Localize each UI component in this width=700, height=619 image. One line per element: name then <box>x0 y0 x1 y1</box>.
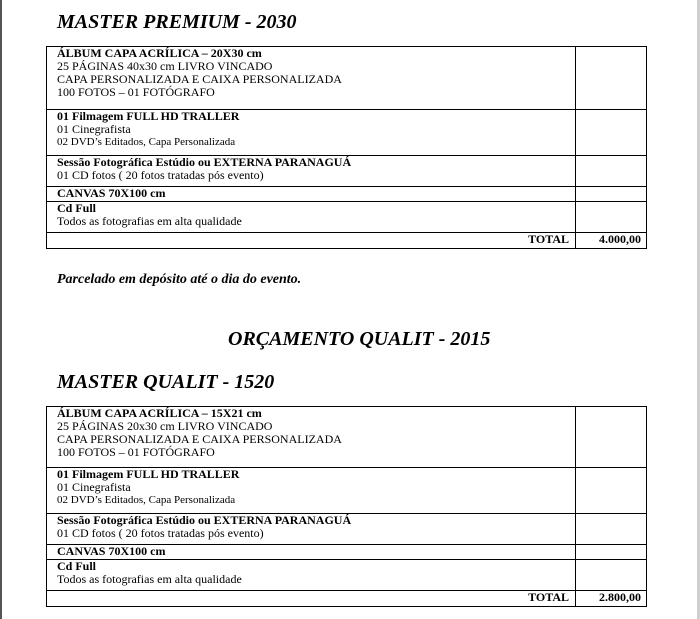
item-line: 01 CD fotos ( 20 fotos tratadas pós evento) <box>57 168 264 182</box>
item-line: Todos as fotografias em alta qualidade <box>57 214 242 228</box>
total-label: TOTAL <box>47 591 576 607</box>
item-line: 25 PÁGINAS 40x30 cm LIVRO VINCADO <box>57 59 273 73</box>
item-title: Cd Full <box>57 201 97 215</box>
item-line: 01 CD fotos ( 20 fotos tratadas pós evento) <box>57 526 264 540</box>
total-label: TOTAL <box>47 233 576 249</box>
item-line: 01 Cinegrafista <box>57 480 131 494</box>
premium-table <box>46 46 647 249</box>
item-title: ÁLBUM CAPA ACRÍLICA – 15X21 cm <box>57 406 262 420</box>
payment-note: Parcelado em depósito até o dia do evento. <box>57 272 302 287</box>
value-cell <box>576 202 647 233</box>
total-value: 2.800,00 <box>576 591 647 607</box>
item-title: 01 Filmagem FULL HD TRALLER <box>57 467 240 481</box>
item-line: 02 DVD’s Editados, Capa Personalizada <box>57 494 236 506</box>
table-row <box>47 468 647 514</box>
item-cell <box>47 514 576 545</box>
table-row <box>47 407 647 468</box>
item-cell <box>47 407 576 468</box>
item-line: 02 DVD’s Editados, Capa Personalizada <box>57 136 236 148</box>
item-title: Cd Full <box>57 559 97 573</box>
item-title: ÁLBUM CAPA ACRÍLICA – 20X30 cm <box>57 46 262 60</box>
item-title: 01 Filmagem FULL HD TRALLER <box>57 109 240 123</box>
value-cell <box>576 468 647 514</box>
item-title: CANVAS 70X100 cm <box>57 186 166 200</box>
total-row <box>47 591 647 607</box>
value-cell <box>576 407 647 468</box>
value-cell <box>576 156 647 187</box>
total-row <box>47 233 647 249</box>
item-line: Todos as fotografias em alta qualidade <box>57 572 242 586</box>
table-row <box>47 514 647 545</box>
item-title: CANVAS 70X100 cm <box>57 544 166 558</box>
value-cell <box>576 560 647 591</box>
item-title: Sessão Fotográfica Estúdio ou EXTERNA PARANAGUÁ <box>57 155 352 169</box>
item-cell <box>47 187 576 202</box>
item-cell <box>47 468 576 514</box>
value-cell <box>576 187 647 202</box>
table-row <box>47 47 647 110</box>
qualit-table <box>46 406 647 607</box>
value-cell <box>576 545 647 560</box>
total-value: 4.000,00 <box>576 233 647 249</box>
table-row <box>47 110 647 156</box>
item-cell <box>47 545 576 560</box>
page-left-edge <box>0 0 2 619</box>
value-cell <box>576 47 647 110</box>
item-title: Sessão Fotográfica Estúdio ou EXTERNA PARANAGUÁ <box>57 513 352 527</box>
item-cell <box>47 202 576 233</box>
qualit-heading: MASTER QUALIT - 1520 <box>57 371 275 393</box>
table-row <box>47 187 647 202</box>
item-line: CAPA PERSONALIZADA E CAIXA PERSONALIZADA <box>57 72 342 86</box>
item-cell <box>47 47 576 110</box>
item-line: CAPA PERSONALIZADA E CAIXA PERSONALIZADA <box>57 432 342 446</box>
table-row <box>47 545 647 560</box>
item-line: 100 FOTOS – 01 FOTÓGRAFO <box>57 445 215 459</box>
value-cell <box>576 110 647 156</box>
item-cell <box>47 110 576 156</box>
item-cell <box>47 156 576 187</box>
table-row <box>47 202 647 233</box>
value-cell <box>576 514 647 545</box>
item-line: 01 Cinegrafista <box>57 122 131 136</box>
item-cell <box>47 560 576 591</box>
item-line: 25 PÁGINAS 20x30 cm LIVRO VINCADO <box>57 419 273 433</box>
table-row <box>47 560 647 591</box>
budget-heading: ORÇAMENTO QUALIT - 2015 <box>228 328 491 350</box>
table-row <box>47 156 647 187</box>
item-line: 100 FOTOS – 01 FOTÓGRAFO <box>57 85 215 99</box>
premium-heading: MASTER PREMIUM - 2030 <box>57 11 297 33</box>
